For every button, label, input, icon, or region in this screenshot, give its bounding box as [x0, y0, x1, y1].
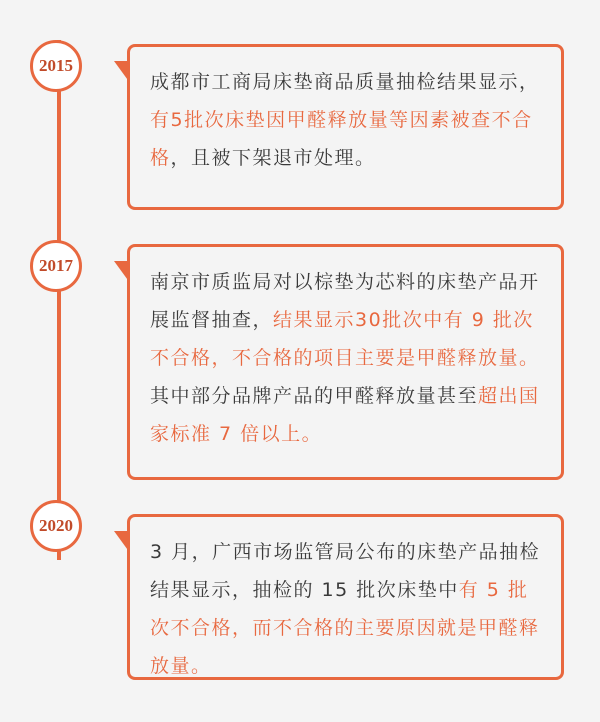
timeline-line — [57, 40, 61, 560]
card-text: ，且被下架退市处理。 — [170, 147, 376, 169]
card-highlight-text: 有5批次床垫因甲醛释放量等因素被查不合格 — [150, 109, 533, 169]
card-highlight-text: 有 5 批次不合格，而不合格的主要原因就是甲醛释放量。 — [150, 579, 540, 677]
timeline-card-2017 — [127, 244, 564, 480]
year-badge-2017: 2017 — [30, 240, 82, 292]
year-badge-2015: 2015 — [30, 40, 82, 92]
card-text: 成都市工商局床垫商品质量抽检结果显示， — [150, 71, 540, 93]
card-highlight-text: 结果显示30批次中有 9 批次不合格，不合格的项目主要是甲醛释放量。 — [150, 309, 540, 369]
card-text: 3 月，广西市场监管局公布的床垫产品抽检结果显示，抽检的 15 批次床垫中 — [150, 541, 541, 601]
card-text: 其中部分品牌产品的甲醛释放量甚至 — [150, 385, 479, 407]
year-badge-2020: 2020 — [30, 500, 82, 552]
card-text: 南京市质监局对以棕垫为芯料的床垫产品开展监督抽查， — [150, 271, 540, 331]
timeline-card-2020 — [127, 514, 564, 680]
card-highlight-text: 超出国家标准 7 倍以上。 — [150, 385, 540, 445]
timeline-card-2015 — [127, 44, 564, 210]
